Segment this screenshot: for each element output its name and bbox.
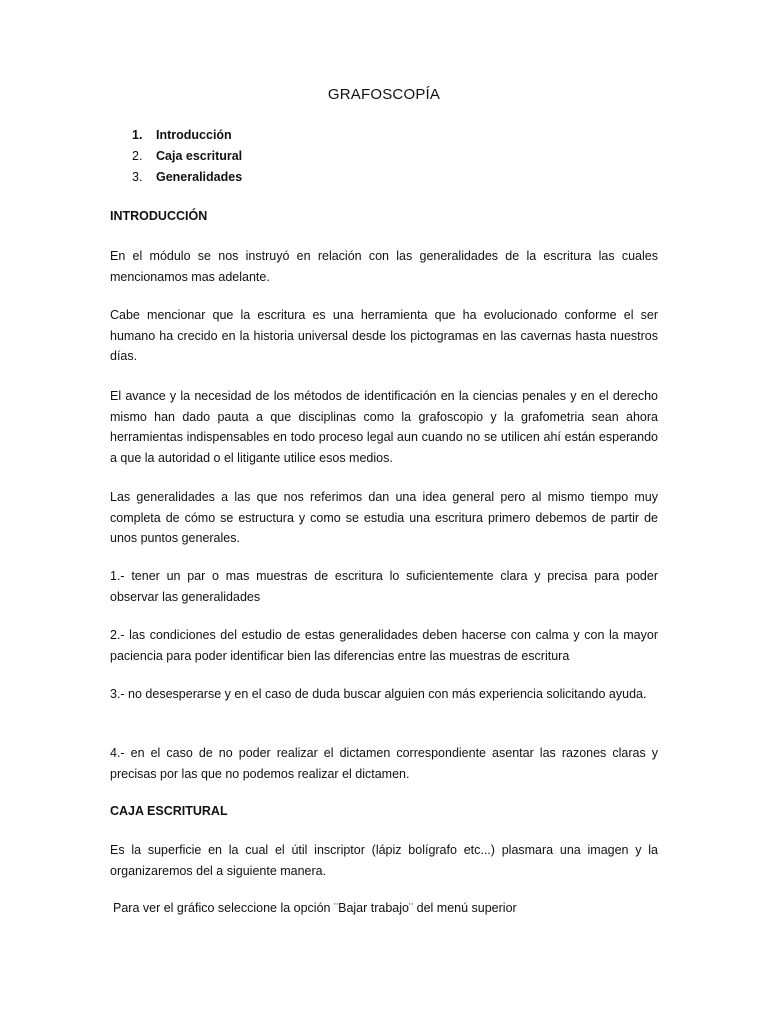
paragraph: Las generalidades a las que nos referimos dan una idea general pero al mismo tiempo muy completa de cómo se estructura y como se estudia una escritura primero debemos de partir de unos puntos generales. bbox=[110, 490, 658, 545]
paragraph: Es la superficie en la cual el útil inscriptor (lápiz bolígrafo etc...) plasmara una imagen y la organizaremos del a siguiente manera. bbox=[110, 843, 658, 878]
paragraph: El avance y la necesidad de los métodos de identificación en la ciencias penales y en el derecho mismo han dado pauta a que disciplinas como la grafoscopio y la grafometria sean ahora herramientas indispensables en todo proceso legal aun cuando no se utilicen ahí están esperando a que la autoridad o el litigante utilice esos medios. bbox=[110, 389, 658, 465]
toc-item-number: 2. bbox=[132, 149, 143, 163]
toc-item-label: Caja escritural bbox=[156, 149, 243, 163]
document-title: GRAFOSCOPÍA bbox=[327, 86, 441, 103]
toc-item-label: Introducción bbox=[156, 128, 232, 142]
toc-item bbox=[132, 128, 242, 149]
toc-item bbox=[132, 170, 242, 191]
list-point: 2.- las condiciones del estudio de estas generalidades deben hacerse con calma y con la mayor paciencia para poder identificar bien las diferencias entre las muestras de escritura bbox=[110, 628, 658, 663]
list-point: 3.- no desesperarse y en el caso de duda buscar alguien con más experiencia solicitando ayuda. bbox=[110, 687, 647, 701]
list-point: 4.- en el caso de no poder realizar el dictamen correspondiente asentar las razones claras y precisas por las que no podemos realizar el dictamen. bbox=[110, 746, 658, 781]
paragraph: Cabe mencionar que la escritura es una herramienta que ha evolucionado conforme el ser humano ha crecido en la historia universal desde los pictogramas en las cavernas hasta nuestros días. bbox=[110, 308, 658, 363]
toc-item bbox=[132, 149, 242, 170]
paragraph: En el módulo se nos instruyó en relación con las generalidades de la escritura las cuales mencionamos mas adelante. bbox=[110, 249, 658, 284]
download-note: Para ver el gráfico seleccione la opción ¨Bajar trabajo¨ del menú superior bbox=[113, 901, 517, 915]
section-heading-caja-escritural: CAJA ESCRITURAL bbox=[110, 804, 228, 818]
toc-item-label: Generalidades bbox=[156, 170, 243, 184]
section-heading-introduccion: INTRODUCCIÓN bbox=[110, 209, 208, 223]
toc-item-number: 3. bbox=[132, 170, 143, 184]
table-of-contents bbox=[132, 128, 242, 191]
toc-item-number: 1. bbox=[132, 128, 143, 142]
list-point: 1.- tener un par o mas muestras de escritura lo suficientemente clara y precisa para poder observar las generalidades bbox=[110, 569, 658, 604]
